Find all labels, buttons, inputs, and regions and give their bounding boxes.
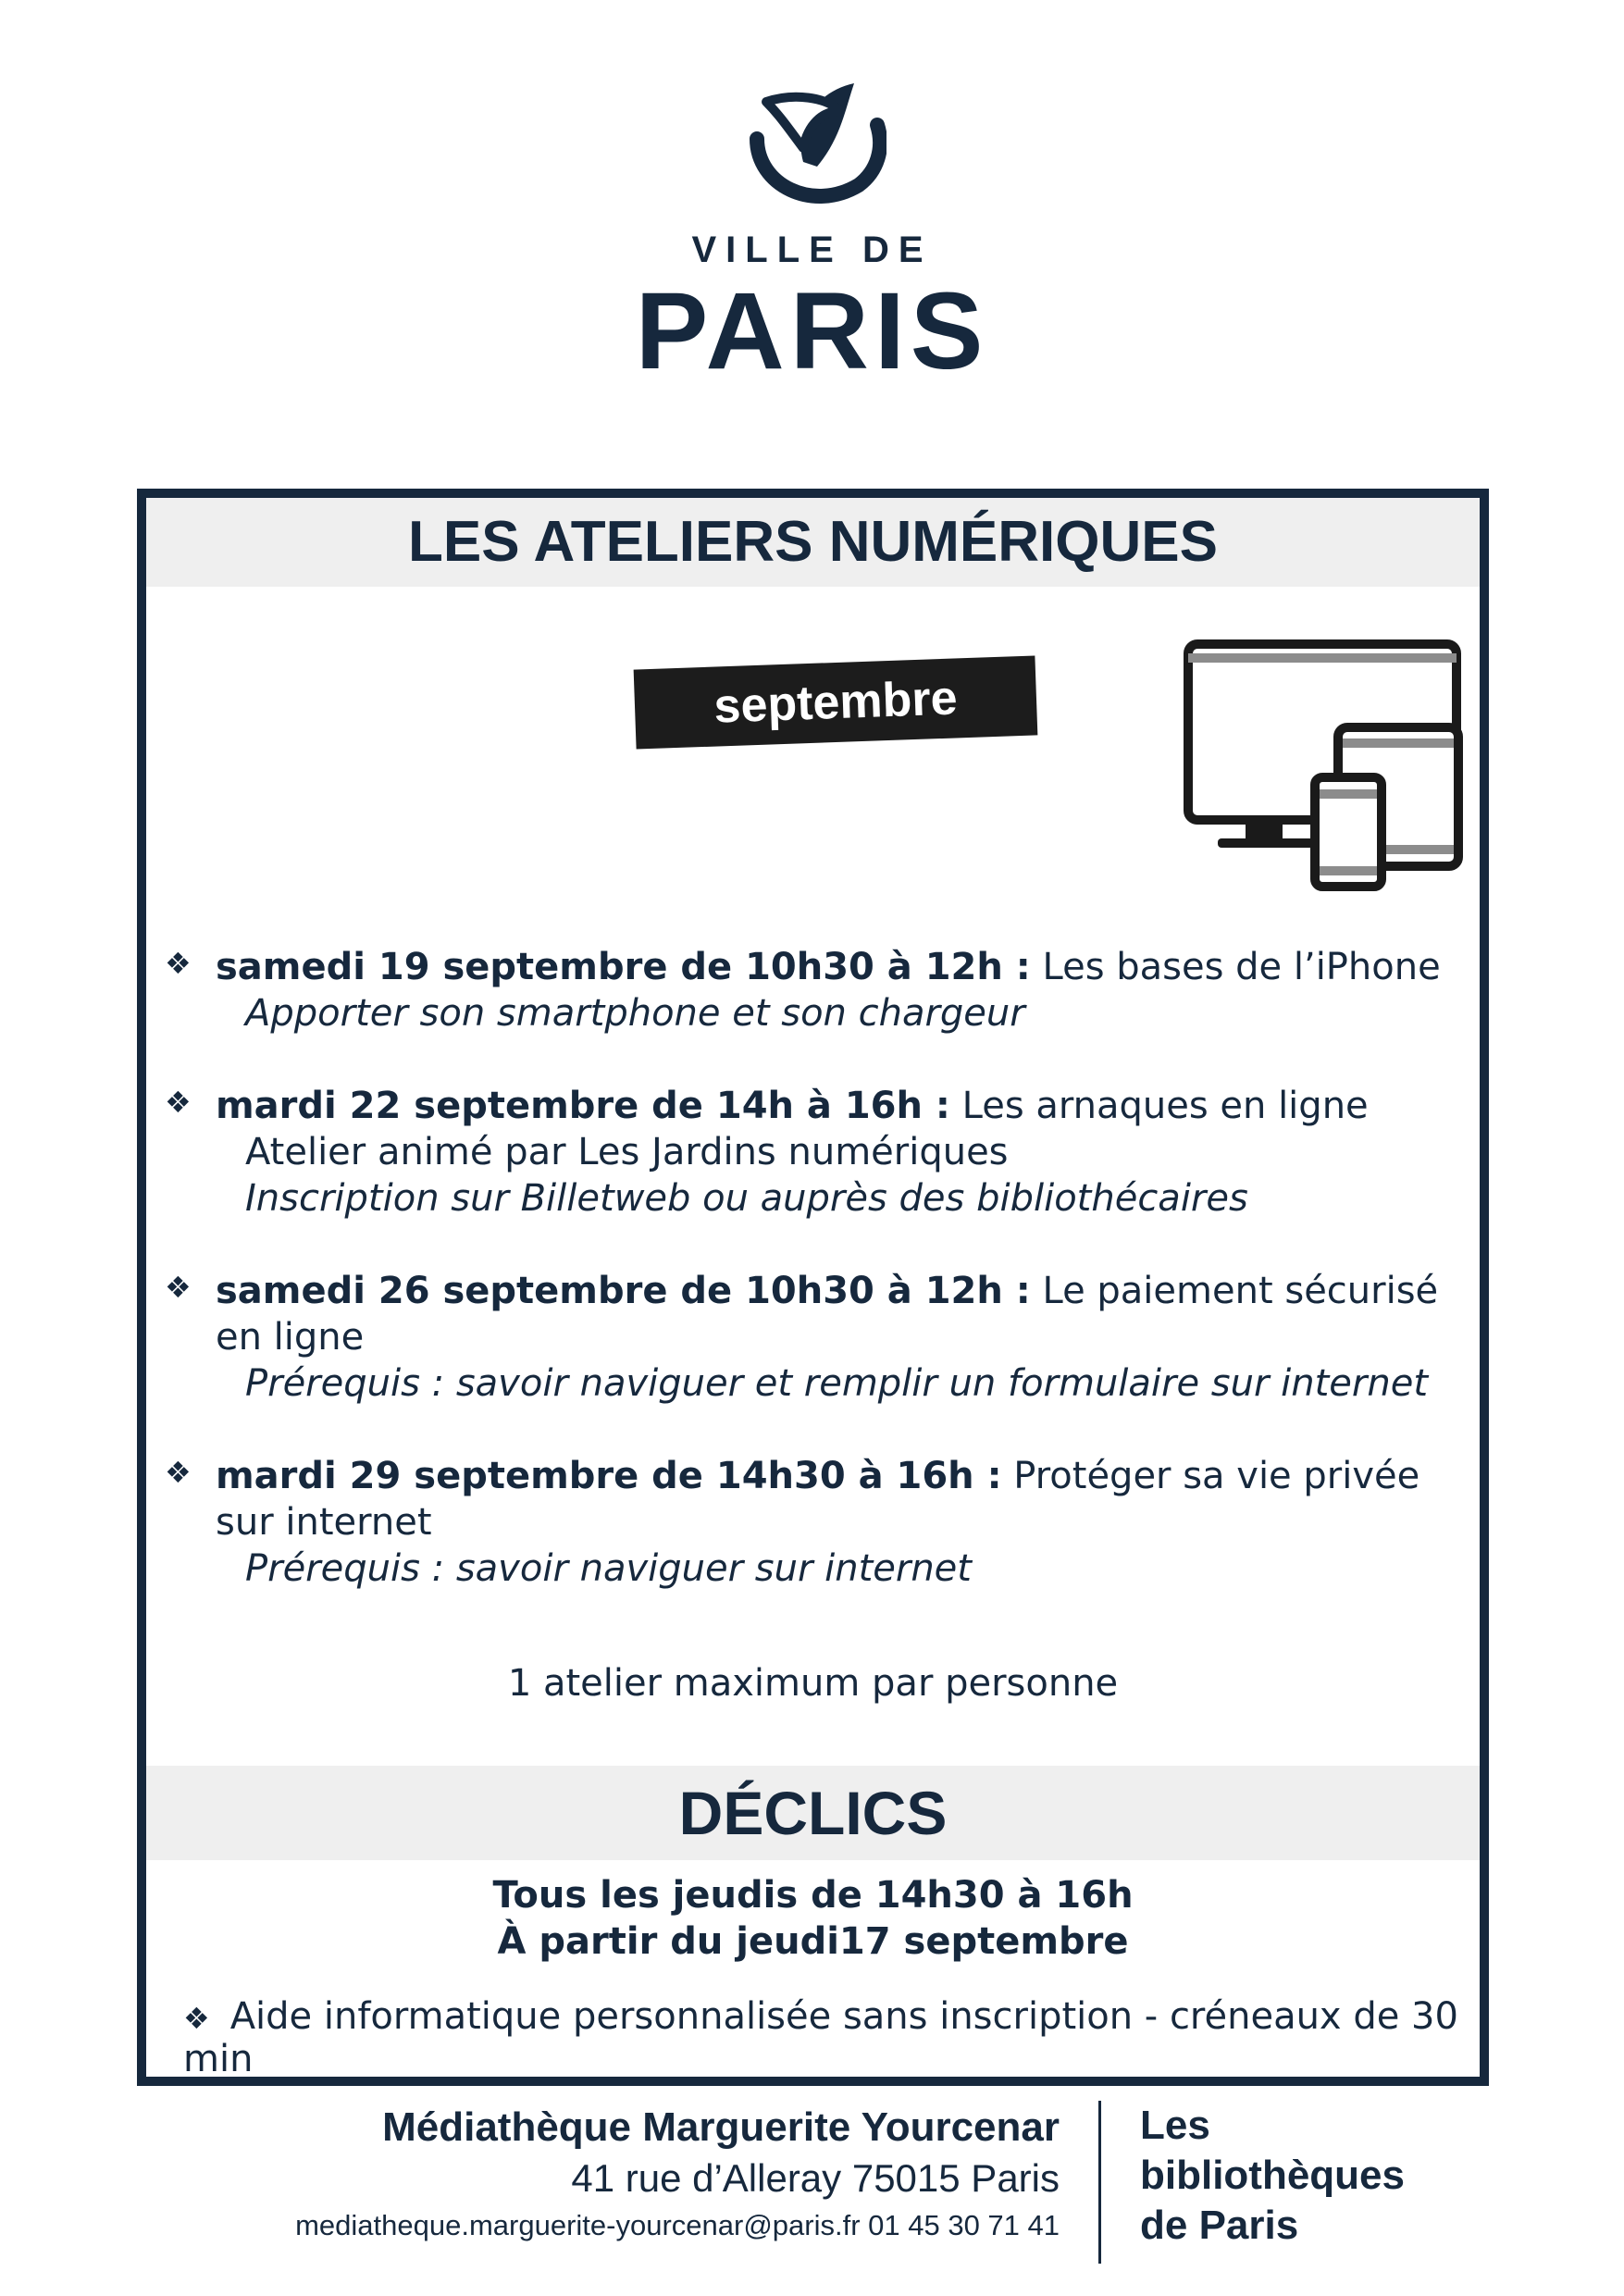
event-list	[165, 944, 1460, 1638]
event-item	[165, 1083, 1460, 1222]
event-date: mardi 22 septembre de 14h à 16h :	[216, 1085, 950, 1127]
event-title: Protéger sa vie privée sur internet	[216, 1455, 1420, 1544]
diamond-bullet-icon: ❖	[165, 1085, 192, 1120]
library-contact	[295, 2101, 1060, 2249]
declics-schedule	[146, 1872, 1480, 1965]
event-item	[165, 1453, 1460, 1592]
event-title: Le paiement sécurisé en ligne	[216, 1270, 1439, 1359]
brand-line: de Paris	[1140, 2203, 1299, 2248]
logo-subtitle: VILLE DE	[691, 230, 933, 270]
event-title: Les arnaques en ligne	[961, 1085, 1369, 1127]
event-note: Prérequis : savoir naviguer sur internet	[245, 1547, 972, 1590]
devices-icon	[1181, 637, 1468, 896]
bibliotheques-de-paris-logo	[1140, 2101, 1473, 2251]
event-date: samedi 26 septembre de 10h30 à 12h :	[216, 1270, 1031, 1312]
event-note: Prérequis : savoir naviguer et remplir un formulaire sur internet	[245, 1362, 1429, 1405]
event-note: Inscription sur Billetweb ou auprès des bibliothécaires	[245, 1177, 1248, 1220]
diamond-bullet-icon: ❖	[165, 946, 192, 981]
event-item	[165, 944, 1460, 1036]
brand-line: bibliothèques	[1140, 2153, 1405, 2198]
program-frame	[137, 489, 1489, 2086]
declics-help	[183, 1995, 1480, 2080]
diamond-bullet-icon: ❖	[165, 1455, 192, 1490]
logo-title: PARIS	[635, 270, 989, 392]
event-note: Apporter son smartphone et son chargeur	[245, 992, 1025, 1035]
month-tag: septembre	[634, 655, 1038, 749]
declics-title: DÉCLICS	[146, 1766, 1480, 1860]
event-detail: Atelier animé par Les Jardins numériques	[245, 1131, 1009, 1173]
event-title: Les bases de l’iPhone	[1042, 946, 1441, 988]
ville-de-paris-emblem-icon	[738, 74, 886, 213]
event-date: samedi 19 septembre de 10h30 à 12h :	[216, 946, 1031, 988]
attendance-limit: 1 atelier maximum par personne	[507, 1662, 1119, 1705]
ateliers-title: LES ATELIERS NUMÉRIQUES	[146, 498, 1480, 587]
diamond-bullet-icon: ❖	[183, 2001, 210, 2036]
declics-schedule-line: Tous les jeudis de 14h30 à 16h	[492, 1874, 1134, 1917]
brand-line: Les	[1140, 2103, 1210, 2148]
diamond-bullet-icon: ❖	[165, 1270, 192, 1305]
declics-help-text: Aide informatique personnalisée sans inscription - créneaux de 30 min	[183, 1995, 1458, 2080]
event-date: mardi 29 septembre de 14h30 à 16h :	[216, 1455, 1002, 1497]
library-email-phone[interactable]: mediatheque.marguerite-yourcenar@paris.fr 01 45 30 71 41	[295, 2209, 1060, 2241]
declics-start-line: À partir du jeudi17 septembre	[497, 1920, 1129, 1963]
library-name: Médiathèque Marguerite Yourcenar	[382, 2104, 1060, 2150]
library-address: 41 rue d’Alleray 75015 Paris	[571, 2156, 1060, 2200]
event-item	[165, 1268, 1460, 1407]
footer-divider	[1098, 2101, 1101, 2264]
city-logo	[0, 74, 1624, 392]
